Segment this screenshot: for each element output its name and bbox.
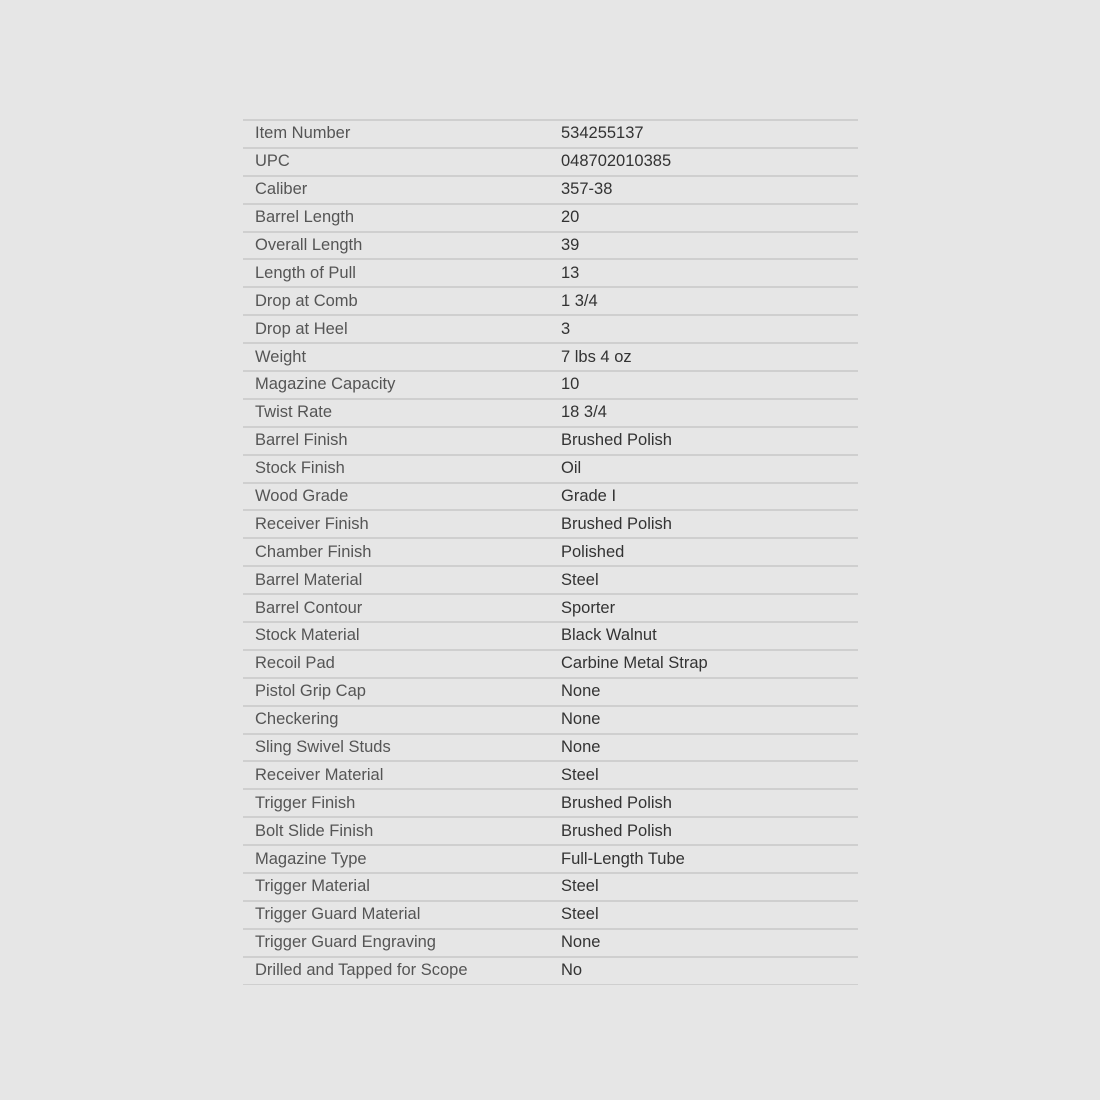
spec-label: Stock Finish (243, 455, 552, 483)
spec-row (243, 566, 858, 594)
spec-row (243, 957, 858, 985)
spec-label: Chamber Finish (243, 538, 552, 566)
spec-label: Drilled and Tapped for Scope (243, 957, 552, 985)
spec-label: Stock Material (243, 622, 552, 650)
spec-row (243, 315, 858, 343)
specifications-table-body (243, 120, 858, 985)
spec-value: 13 (552, 259, 858, 287)
spec-value: 20 (552, 204, 858, 232)
spec-value: 1 3/4 (552, 287, 858, 315)
spec-label: Drop at Heel (243, 315, 552, 343)
spec-value: Steel (552, 873, 858, 901)
spec-row (243, 204, 858, 232)
spec-value: Polished (552, 538, 858, 566)
spec-row (243, 259, 858, 287)
spec-label: Barrel Contour (243, 594, 552, 622)
spec-value: Black Walnut (552, 622, 858, 650)
spec-label: Barrel Finish (243, 427, 552, 455)
spec-label: Recoil Pad (243, 650, 552, 678)
spec-row (243, 427, 858, 455)
spec-label: Barrel Material (243, 566, 552, 594)
spec-row (243, 343, 858, 371)
spec-row (243, 622, 858, 650)
spec-value: Steel (552, 901, 858, 929)
spec-row (243, 399, 858, 427)
spec-label: Pistol Grip Cap (243, 678, 552, 706)
spec-label: Caliber (243, 176, 552, 204)
spec-value: Oil (552, 455, 858, 483)
specifications-table (243, 119, 858, 985)
spec-label: Magazine Capacity (243, 371, 552, 399)
spec-value: 534255137 (552, 120, 858, 148)
spec-row (243, 929, 858, 957)
spec-value: 39 (552, 232, 858, 260)
spec-label: Bolt Slide Finish (243, 817, 552, 845)
spec-label: Receiver Finish (243, 510, 552, 538)
spec-label: Length of Pull (243, 259, 552, 287)
spec-value: 10 (552, 371, 858, 399)
spec-value: 048702010385 (552, 148, 858, 176)
spec-value: Steel (552, 761, 858, 789)
spec-label: Magazine Type (243, 845, 552, 873)
spec-row (243, 538, 858, 566)
spec-row (243, 706, 858, 734)
spec-value: Steel (552, 566, 858, 594)
spec-value: Brushed Polish (552, 427, 858, 455)
spec-row (243, 455, 858, 483)
spec-value: Full-Length Tube (552, 845, 858, 873)
spec-row (243, 789, 858, 817)
spec-row (243, 148, 858, 176)
spec-row (243, 483, 858, 511)
spec-row (243, 371, 858, 399)
spec-label: Weight (243, 343, 552, 371)
spec-label: Wood Grade (243, 483, 552, 511)
spec-value: None (552, 929, 858, 957)
spec-row (243, 232, 858, 260)
spec-row (243, 650, 858, 678)
spec-label: Trigger Guard Engraving (243, 929, 552, 957)
spec-row (243, 287, 858, 315)
spec-label: Trigger Guard Material (243, 901, 552, 929)
spec-value: Sporter (552, 594, 858, 622)
spec-value: Brushed Polish (552, 789, 858, 817)
spec-label: Twist Rate (243, 399, 552, 427)
spec-row (243, 873, 858, 901)
spec-value: 7 lbs 4 oz (552, 343, 858, 371)
spec-row (243, 678, 858, 706)
spec-value: Brushed Polish (552, 817, 858, 845)
spec-label: Trigger Finish (243, 789, 552, 817)
spec-value: Brushed Polish (552, 510, 858, 538)
spec-row (243, 761, 858, 789)
spec-label: Barrel Length (243, 204, 552, 232)
spec-value: 3 (552, 315, 858, 343)
spec-row (243, 510, 858, 538)
spec-row (243, 901, 858, 929)
spec-row (243, 734, 858, 762)
spec-row (243, 594, 858, 622)
spec-label: UPC (243, 148, 552, 176)
spec-label: Receiver Material (243, 761, 552, 789)
spec-value: 357-38 (552, 176, 858, 204)
spec-value: 18 3/4 (552, 399, 858, 427)
spec-label: Item Number (243, 120, 552, 148)
spec-value: None (552, 678, 858, 706)
spec-label: Trigger Material (243, 873, 552, 901)
spec-value: None (552, 706, 858, 734)
spec-value: None (552, 734, 858, 762)
spec-row (243, 176, 858, 204)
spec-value: No (552, 957, 858, 985)
spec-value: Carbine Metal Strap (552, 650, 858, 678)
spec-row (243, 817, 858, 845)
spec-value: Grade I (552, 483, 858, 511)
spec-row (243, 120, 858, 148)
spec-label: Drop at Comb (243, 287, 552, 315)
spec-label: Sling Swivel Studs (243, 734, 552, 762)
spec-row (243, 845, 858, 873)
spec-label: Overall Length (243, 232, 552, 260)
spec-label: Checkering (243, 706, 552, 734)
